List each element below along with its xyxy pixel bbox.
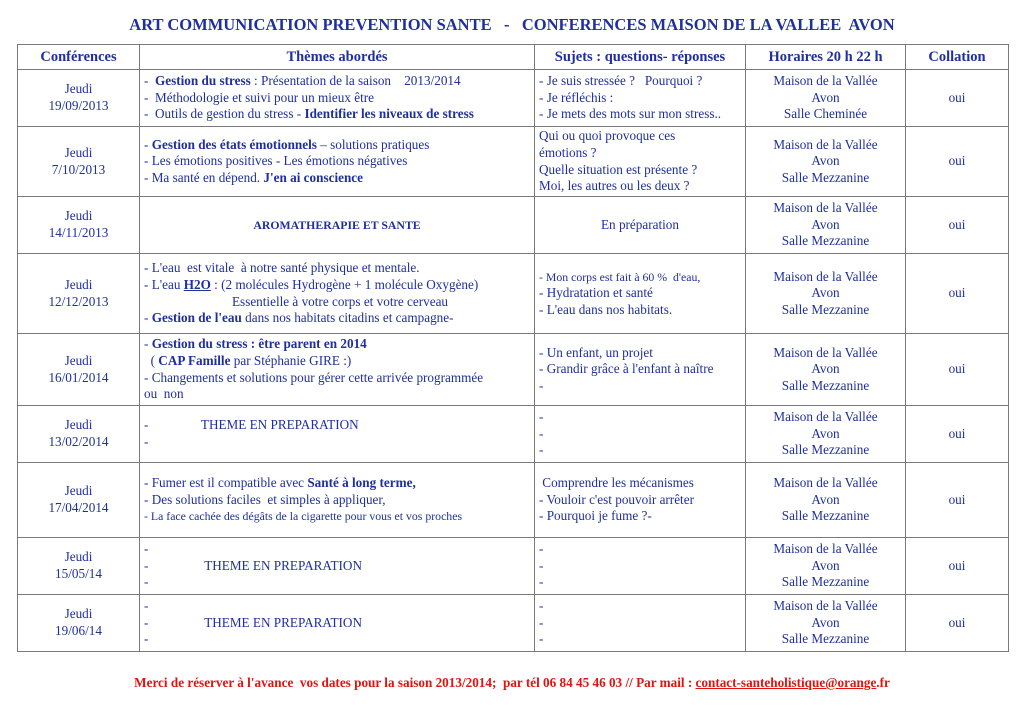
- theme-line: [144, 294, 530, 311]
- venue-line: Salle Mezzanine: [781, 377, 870, 393]
- subject-line: - Je suis stressée ? Pourquoi ?: [539, 73, 703, 89]
- theme-line: [144, 153, 530, 170]
- footer-text: Merci de réserver à l'avance vos dates pour la saison 2013/2014; par tél 06 84 45 46 03 // Par mail :: [134, 675, 696, 690]
- footer-email-suffix: .fr: [876, 675, 890, 690]
- conference-date: 15/05/14: [55, 566, 102, 581]
- subject-line: Quelle situation est présente ?: [539, 161, 698, 177]
- theme-line: [144, 353, 530, 370]
- venue-cell: [746, 197, 906, 254]
- subject-line: -: [539, 425, 544, 441]
- subject-cell: [535, 334, 746, 406]
- subject-line: - Pourquoi je fume ?-: [539, 508, 652, 524]
- venue-line: Avon: [811, 557, 840, 573]
- conference-day: Jeudi: [64, 208, 93, 224]
- subject-line: - Vouloir c'est pouvoir arrêter: [539, 491, 694, 507]
- theme-text: - Des solutions faciles et simples à appliquer,: [144, 491, 386, 507]
- subject-line: -: [539, 557, 544, 573]
- subject-line: - Je réfléchis :: [539, 89, 614, 105]
- venue-cell: [746, 254, 906, 334]
- subject-line: émotions ?: [539, 144, 597, 160]
- conference-date-cell: [18, 538, 140, 595]
- theme-text: dans nos habitats citadins et campagne-: [241, 310, 454, 326]
- collation-value: oui: [948, 614, 966, 630]
- theme-line: [144, 492, 530, 509]
- collation-cell: [906, 406, 1009, 463]
- theme-text: - Fumer est il compatible avec: [144, 475, 308, 491]
- subject-line: -: [539, 598, 544, 614]
- theme-line: [144, 336, 530, 353]
- theme-line: [144, 137, 530, 154]
- subject-cell: [535, 127, 746, 197]
- conference-day: Jeudi: [64, 417, 93, 433]
- venue-line: Avon: [811, 361, 840, 377]
- theme-text: - THEME EN PREPARATION: [144, 614, 362, 630]
- collation-value: oui: [948, 89, 966, 105]
- subject-line: - Mon corps est fait à 60 % d'eau,: [539, 269, 701, 284]
- subject-line: -: [539, 442, 544, 458]
- theme-text: (: [144, 352, 159, 368]
- header-conferences: Conférences: [18, 45, 140, 70]
- collation-cell: [906, 334, 1009, 406]
- theme-cell: [140, 254, 535, 334]
- conference-date: 12/12/2013: [48, 293, 109, 309]
- subject-line: -: [539, 574, 544, 590]
- venue-line: Salle Mezzanine: [781, 233, 870, 249]
- subject-cell: [535, 463, 746, 538]
- theme-cell: [140, 538, 535, 595]
- conference-date-cell: [18, 334, 140, 406]
- conference-table: [17, 44, 1009, 652]
- theme-text: - Ma santé en dépend.: [144, 169, 264, 185]
- theme-text: - Méthodologie et suivi pour un mieux être: [144, 89, 375, 105]
- theme-line: [144, 386, 530, 403]
- theme-line: [144, 277, 530, 294]
- theme-line: [144, 106, 530, 123]
- theme-keyword: Gestion des états émotionnels: [151, 136, 317, 152]
- header-row: [18, 45, 1009, 70]
- subject-line: -: [539, 377, 544, 393]
- subject-line: -: [539, 614, 544, 630]
- subject-line: - Un enfant, un projet: [539, 344, 653, 360]
- conference-day: Jeudi: [64, 81, 93, 97]
- conference-date: 17/04/2014: [48, 500, 109, 515]
- theme-text: -: [144, 541, 149, 557]
- theme-line: [144, 370, 530, 387]
- venue-line: Avon: [811, 491, 840, 507]
- conference-date: 7/10/2013: [51, 161, 106, 177]
- theme-text: - Outils de gestion du stress -: [144, 106, 305, 122]
- conference-day: Jeudi: [64, 352, 93, 368]
- table-row: [18, 406, 1009, 463]
- venue-line: Maison de la Vallée: [773, 541, 878, 557]
- venue-line: Salle Mezzanine: [781, 301, 870, 317]
- footer-note: [0, 675, 1024, 691]
- theme-text: -: [144, 434, 149, 449]
- collation-cell: [906, 70, 1009, 127]
- theme-line: [144, 170, 530, 187]
- theme-cell: [140, 406, 535, 463]
- subject-cell: [535, 254, 746, 334]
- theme-line: [144, 508, 530, 525]
- table-row: [18, 463, 1009, 538]
- theme-keyword: Gestion du stress : être parent en 2014: [151, 336, 367, 352]
- venue-line: Salle Mezzanine: [781, 574, 870, 590]
- conference-date-cell: [18, 463, 140, 538]
- collation-value: oui: [948, 285, 966, 301]
- subject-line: Qui ou quoi provoque ces: [539, 128, 676, 144]
- theme-text: -: [144, 631, 149, 647]
- theme-keyword: Santé à long terme,: [307, 475, 416, 491]
- table-row: [18, 70, 1009, 127]
- header-sujets: Sujets : questions- réponses: [535, 45, 746, 70]
- theme-text: - THEME EN PREPARATION: [144, 417, 359, 433]
- venue-line: Avon: [811, 285, 840, 301]
- subject-line: Comprendre les mécanismes: [539, 475, 694, 491]
- table-row: [18, 538, 1009, 595]
- theme-keyword: Identifier les niveaux de stress: [304, 106, 474, 122]
- subject-line: - Je mets des mots sur mon stress..: [539, 106, 722, 122]
- subject-line: Moi, les autres ou les deux ?: [539, 178, 690, 194]
- theme-keyword: J'en ai conscience: [263, 169, 364, 185]
- subject-line: -: [539, 631, 544, 647]
- subject-cell: [535, 197, 746, 254]
- theme-keyword: CAP Famille: [158, 352, 231, 368]
- theme-text: -: [144, 73, 155, 89]
- venue-line: Salle Mezzanine: [781, 508, 870, 524]
- conference-date: 19/09/2013: [48, 98, 109, 113]
- theme-cell: [140, 463, 535, 538]
- theme-text: ou non: [144, 386, 184, 402]
- theme-line: [144, 558, 530, 575]
- collation-cell: [906, 254, 1009, 334]
- venue-line: Maison de la Vallée: [773, 475, 878, 491]
- theme-text: - Les émotions positives - Les émotions négatives: [144, 153, 408, 169]
- conference-date-cell: [18, 70, 140, 127]
- conference-day: Jeudi: [64, 549, 93, 565]
- venue-cell: [746, 538, 906, 595]
- theme-text: -: [144, 336, 152, 352]
- table-row: [18, 197, 1009, 254]
- conference-date-cell: [18, 595, 140, 652]
- collation-value: oui: [948, 425, 966, 441]
- collation-cell: [906, 595, 1009, 652]
- theme-line: [144, 417, 530, 434]
- conference-date: 13/02/2014: [48, 434, 109, 449]
- collation-value: oui: [948, 361, 966, 377]
- theme-line: [144, 310, 530, 327]
- theme-text: - L'eau est vitale à notre santé physique et mentale.: [144, 260, 420, 276]
- venue-line: Salle Mezzanine: [781, 442, 870, 458]
- venue-cell: [746, 463, 906, 538]
- venue-line: Maison de la Vallée: [773, 598, 878, 614]
- venue-line: Maison de la Vallée: [773, 136, 878, 152]
- venue-line: Maison de la Vallée: [773, 200, 878, 216]
- collation-value: oui: [948, 491, 966, 507]
- venue-line: Maison de la Vallée: [773, 344, 878, 360]
- subject-line: -: [539, 409, 544, 425]
- theme-text: -: [144, 310, 152, 326]
- conference-date-cell: [18, 127, 140, 197]
- venue-line: Avon: [811, 153, 840, 169]
- collation-value: oui: [948, 153, 966, 169]
- venue-cell: [746, 406, 906, 463]
- theme-cell: [140, 197, 535, 254]
- venue-line: Maison de la Vallée: [773, 73, 878, 89]
- theme-cell: [140, 70, 535, 127]
- collation-cell: [906, 463, 1009, 538]
- venue-line: Salle Mezzanine: [781, 631, 870, 647]
- venue-line: Avon: [811, 89, 840, 105]
- subject-line: -: [539, 541, 544, 557]
- conference-day: Jeudi: [64, 276, 93, 292]
- theme-cell: [140, 334, 535, 406]
- theme-text: Essentielle à votre corps et votre cerveau: [232, 293, 449, 309]
- conference-date: 19/06/14: [55, 623, 102, 638]
- contact-email-link[interactable]: contact-santeholistique@orange: [695, 675, 877, 690]
- venue-cell: [746, 127, 906, 197]
- header-horaires: Horaires 20 h 22 h: [746, 45, 906, 70]
- subject-cell: [535, 70, 746, 127]
- theme-line: [144, 73, 530, 90]
- venue-cell: [746, 334, 906, 406]
- venue-cell: [746, 70, 906, 127]
- conference-date-cell: [18, 254, 140, 334]
- theme-text: : Présentation de la saison 2013/2014: [250, 73, 461, 89]
- theme-text: - L'eau: [144, 276, 184, 292]
- conference-date-cell: [18, 406, 140, 463]
- theme-text: AROMATHERAPIE ET SANTE: [253, 217, 421, 232]
- subject-line: En préparation: [601, 216, 679, 232]
- theme-keyword: Gestion du stress: [155, 73, 251, 89]
- theme-text: – solutions pratiques: [316, 136, 430, 152]
- theme-cell: [140, 595, 535, 652]
- theme-line: [144, 631, 530, 648]
- venue-line: Avon: [811, 614, 840, 630]
- theme-text: - Changements et solutions pour gérer cette arrivée programmée: [144, 369, 484, 385]
- conference-day: Jeudi: [64, 483, 93, 499]
- venue-line: Maison de la Vallée: [773, 268, 878, 284]
- theme-keyword: Gestion de l'eau: [151, 310, 242, 326]
- table-row: [18, 254, 1009, 334]
- table-row: [18, 127, 1009, 197]
- subject-line: - L'eau dans nos habitats.: [539, 301, 673, 317]
- header-themes: Thèmes abordés: [140, 45, 535, 70]
- conference-date-cell: [18, 197, 140, 254]
- venue-cell: [746, 595, 906, 652]
- theme-line: [144, 598, 530, 615]
- theme-line: [144, 615, 530, 632]
- theme-cell: [140, 127, 535, 197]
- conference-day: Jeudi: [64, 144, 93, 160]
- theme-line: [144, 90, 530, 107]
- venue-line: Avon: [811, 216, 840, 232]
- subject-cell: [535, 406, 746, 463]
- venue-line: Avon: [811, 425, 840, 441]
- theme-text: -: [144, 574, 149, 590]
- theme-text: -: [144, 136, 152, 152]
- subject-cell: [535, 538, 746, 595]
- subject-line: - Grandir grâce à l'enfant à naître: [539, 361, 714, 377]
- table-row: [18, 334, 1009, 406]
- theme-line: [144, 434, 530, 451]
- page-title: ART COMMUNICATION PREVENTION SANTE - CONFERENCES MAISON DE LA VALLEE AVON: [129, 15, 895, 34]
- theme-line: [144, 260, 530, 277]
- collation-value: oui: [948, 557, 966, 573]
- theme-line: [144, 475, 530, 492]
- theme-text: : (2 molécules Hydrogène + 1 molécule Oxygène): [210, 276, 479, 292]
- conference-day: Jeudi: [64, 606, 93, 622]
- collation-cell: [906, 538, 1009, 595]
- table-row: [18, 595, 1009, 652]
- theme-text: -: [144, 598, 149, 614]
- collation-cell: [906, 197, 1009, 254]
- venue-line: Salle Cheminée: [783, 106, 868, 122]
- theme-keyword: H2O: [183, 276, 211, 292]
- subject-cell: [535, 595, 746, 652]
- conference-date: 14/11/2013: [48, 225, 109, 240]
- collation-cell: [906, 127, 1009, 197]
- venue-line: Maison de la Vallée: [773, 409, 878, 425]
- theme-line: [144, 541, 530, 558]
- theme-line: [144, 574, 530, 591]
- subject-line: - Hydratation et santé: [539, 285, 653, 301]
- theme-text: - La face cachée des dégâts de la cigarette pour vous et vos proches: [144, 509, 463, 524]
- theme-text: par Stéphanie GIRE :): [230, 352, 352, 368]
- theme-text: - THEME EN PREPARATION: [144, 557, 362, 573]
- conference-date: 16/01/2014: [48, 369, 109, 385]
- collation-value: oui: [948, 216, 966, 232]
- header-collation: Collation: [906, 45, 1009, 70]
- venue-line: Salle Mezzanine: [781, 169, 870, 185]
